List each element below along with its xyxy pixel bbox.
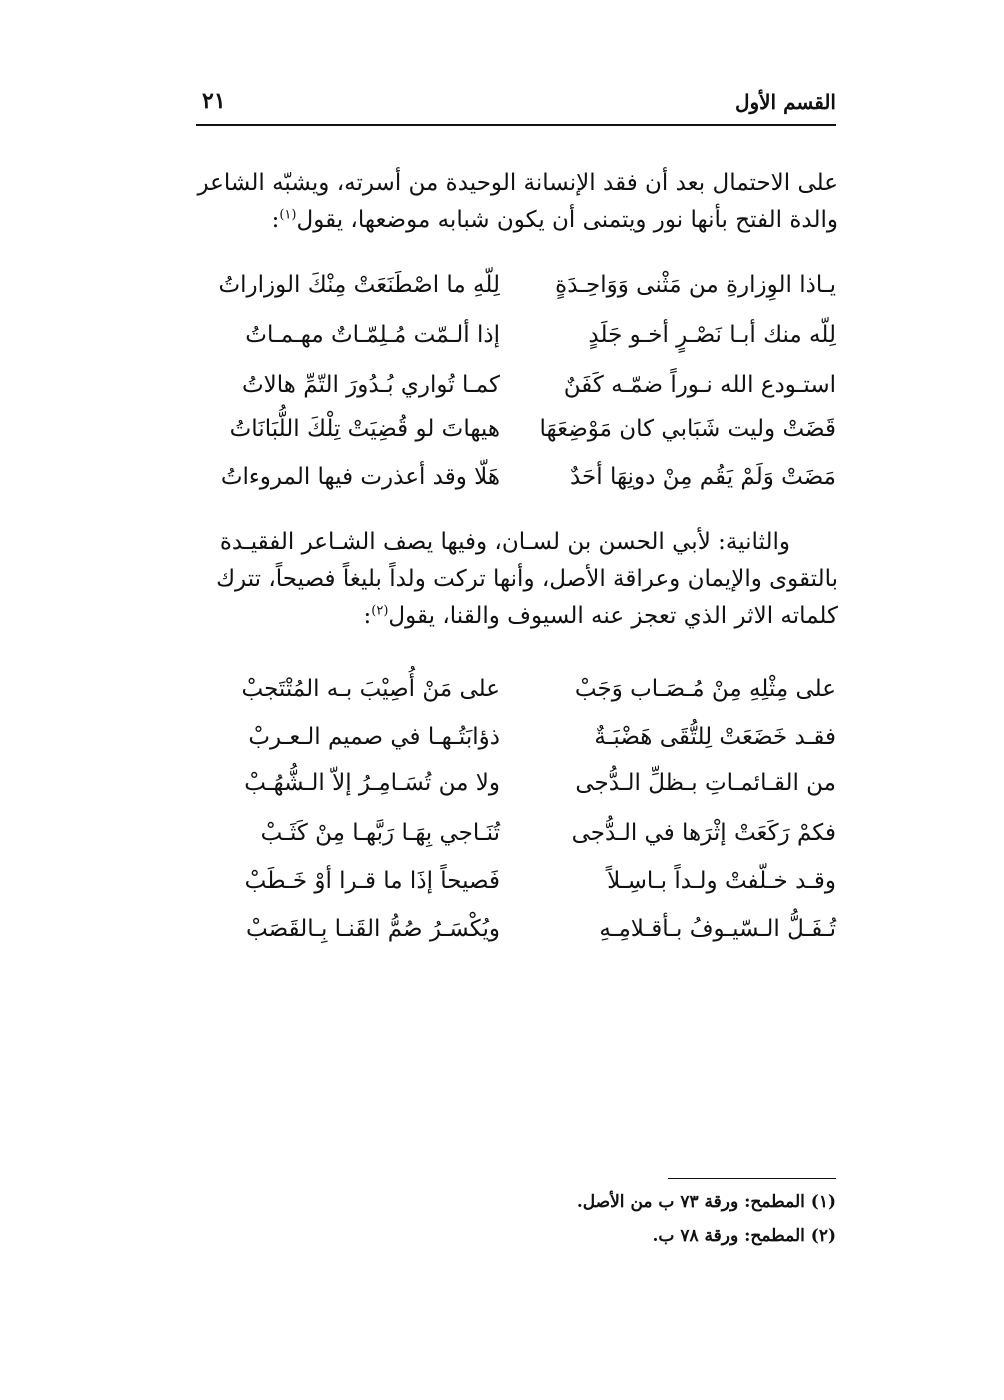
footnote: (٢) المطمح: ورقة ٧٨ ب. [652,1226,836,1246]
paragraph-line: والثانية: لأبي الحسن بن لسـان، وفيها يصف الشـاعر الفقيـدة [219,529,790,555]
paragraph-line-text: كلماته الاثر الذي تعجز عنه السيوف والقنا، يقول [388,603,838,629]
verse [200,724,836,764]
verse-second-hemistich: ولا من تُسَـامِـرُ إلاّ الـشُّهُـبْ [244,770,500,796]
page-number: ٢١ [202,88,226,114]
verse-first-hemistich: يـاذا الوِزارةِ من مَثْنى وَوَاحِـدَةٍ [555,272,836,298]
paragraph-colon: : [271,207,280,233]
verse-first-hemistich: من القـائمـاتِ بـظلِّ الـدُّجى [575,770,836,796]
verse-second-hemistich: ويُكْسَـرُ صُمُّ القَنـا بِـالقَصَبْ [246,916,500,942]
verse-first-hemistich: مَضَتْ وَلَمْ يَقُم مِنْ دونِهَا أحَدٌ [569,464,836,490]
verse-first-hemistich: استـودع الله نـوراً ضمّـه كَفَنٌ [563,372,836,398]
verse-first-hemistich: فقـد خَضَعَتْ لِلتُّقَى هَضْبَـةٌ [594,724,836,750]
verse-second-hemistich: هَلّا وقد أعذرت فيها المروءاتُ [220,464,500,490]
verse [200,372,836,412]
footnote: (١) المطمح: ورقة ٧٣ ب من الأصل. [576,1192,836,1212]
verse-first-hemistich: على مِثْلِهِ مِنْ مُـصَـاب وَجَبْ [574,676,836,702]
verse [200,868,836,908]
paragraph-line-text: والدة الفتح بأنها نور ويتمنى أن يكون شبابه موضعها، يقول [296,207,838,233]
verse-second-hemistich: على مَنْ أُصِيْبَ بـه المُتْتَجبْ [241,676,500,702]
verse-second-hemistich: فَصيحاً إذَا ما قـرا أوْ خَـطَبْ [244,868,500,894]
paragraph-2 [190,524,838,635]
verse-first-hemistich: تُـفَـلُّ الـسّيـوفُ بـأقـلامِـهِ [599,916,836,942]
verse-second-hemistich: لِلّهِ ما اصْطَنَعَتْ مِنْكَ الوزاراتُ [218,272,500,298]
paragraph-1 [190,165,838,239]
footnote-ref: (١) [279,207,297,223]
verse [200,322,836,362]
verse-second-hemistich: ذؤابَتُـهـا في صميم الـعـربْ [248,724,500,750]
paragraph-line [190,202,838,239]
verse-second-hemistich: كمـا تُواري بُـدُورَ التّمِّ هالاتُ [242,372,500,398]
verse [200,416,836,456]
verse [200,916,836,956]
verse [200,676,836,716]
verse-first-hemistich: وقـد خـلّفتْ ولـداً بـاسِـلاً [607,868,836,894]
paragraph-colon: : [363,603,372,629]
page-header [196,88,836,126]
verse [200,272,836,312]
footnote-ref: (٢) [371,603,389,619]
footnote-divider [668,1178,836,1179]
paragraph-line [190,598,838,635]
verse-first-hemistich: قَضَتْ وليت شَبَابي كان مَوْضِعَهَا [539,416,836,442]
paragraph-line: بالتقوى والإيمان وعراقة الأصل، وأنها تركت ولداً بليغاً فصيحاً، تترك [216,566,838,592]
verse-first-hemistich: فكمْ رَكَعَتْ إثْرَها في الـدُّجى [571,820,836,846]
verse [200,820,836,860]
verse-first-hemistich: لِلّه منك أبـا نَصْـرٍ أخـو جَلَدٍ [588,322,836,348]
verse [200,464,836,504]
paragraph-line: على الاحتمال بعد أن فقد الإنسانة الوحيدة من أسرته، ويشبّه الشاعر [197,170,838,196]
section-title: القسم الأول [734,90,836,114]
verse-second-hemistich: إذا ألـمّت مُـلِمّـاتٌ مهـمـاتُ [245,322,500,348]
verse [200,770,836,810]
verse-second-hemistich: هيهاتَ لو قُضِيَتْ تِلْكَ اللُّبَانَاتُ [229,416,500,442]
verse-second-hemistich: تُنَـاجي بِهَـا رَبَّهـا مِنْ كَثَـبْ [260,820,500,846]
